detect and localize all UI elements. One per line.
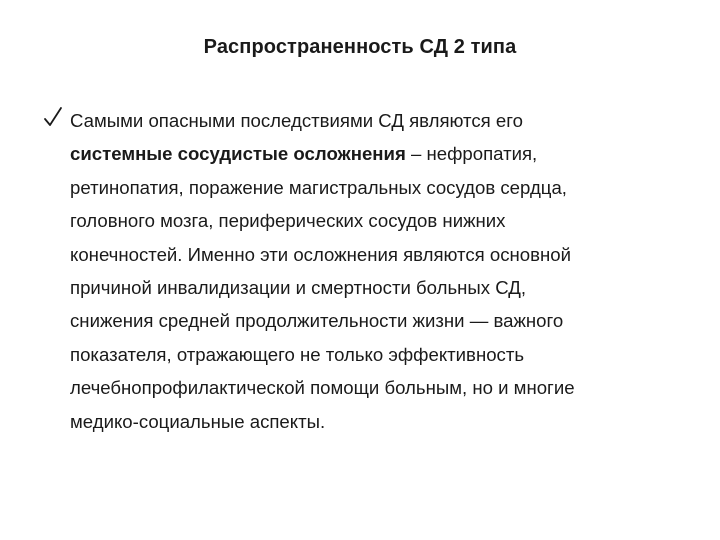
text-line-10: медико-социальные аспекты. [70,410,326,432]
text-line-4: головного мозга, периферических сосудов нижних [70,210,506,232]
text-line-1: Самыми опасными последствиями СД являются его [70,110,523,131]
bullet-text [70,104,683,438]
emphasis-text: системные сосудистые осложнения [70,143,406,165]
text-line-6: причиной инвалидизации и смертности больных СД, [70,277,527,299]
bullet-item [43,104,683,438]
checkmark-icon [43,104,63,130]
text-line-7: снижения средней продолжительности жизни — важного [70,310,564,332]
text-line-2-rest: – нефропатия, [405,143,538,165]
text-line-3: ретинопатия, поражение магистральных сосудов сердца, [70,176,567,198]
text-line-8: показателя, отражающего не только эффективность [70,343,525,365]
text-line-9: лечебнопрофилактической помощи больным, но и многие [70,377,575,399]
slide-title: Распространенность СД 2 типа [203,36,517,58]
text-line-2 [70,137,683,170]
text-line-5: конечностей. Именно эти осложнения являются основной [70,243,572,265]
